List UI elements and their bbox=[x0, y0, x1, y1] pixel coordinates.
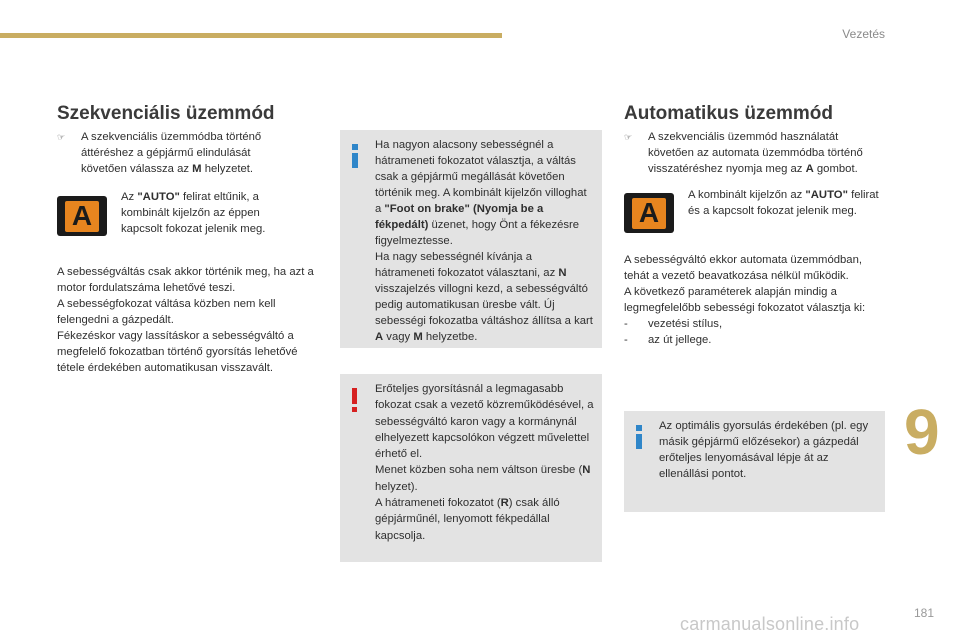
watermark: carmanualsonline.info bbox=[680, 614, 860, 634]
header-accent-bar bbox=[0, 33, 502, 38]
info-icon bbox=[351, 144, 359, 168]
arrow-icon: ☞ bbox=[57, 132, 66, 142]
chapter-number: 9 bbox=[904, 396, 940, 468]
left-title: Szekvenciális üzemmód bbox=[57, 103, 275, 124]
arrow-icon: ☞ bbox=[624, 132, 633, 142]
section-name: Vezetés bbox=[842, 27, 885, 41]
info-box-reverse-text: Ha nagyon alacsony sebességnél a hátrameneti fokozatot választja, a váltás csak a gépjármű megállását követően történik meg. A kombinált kijelzőn villoghat a "Foot on brake" (Nyomja be a fékpedált) üzenet, hogy Önt a fékezésre figyelmeztesse. Ha nagy sebességnél kívánja a hátrameneti fokozatot választani, az N visszajelzés villogni kezd, a sebességváltó pedig automatikusan üresbe vált. Új sebességi fokozatba váltáshoz állítsa a kart A vagy M helyzetbe. bbox=[375, 139, 593, 343]
right-bullet-text: A szekvenciális üzemmód használatát követően az automata üzemmódba történő visszatéréshez nyomja meg az A gombot. bbox=[648, 131, 863, 175]
left-sign-note: Az "AUTO" felirat eltűnik, a kombinált kijelzőn az éppen kapcsolt fokozat jelenik meg. bbox=[121, 191, 266, 235]
auto-sign-letter: A bbox=[632, 198, 666, 229]
left-para-3: Fékezéskor vagy lassításkor a sebességváltó a megfelelő fokozatban történő gyorsítás lehetővé tétele érdekében automatikusan visszavált. bbox=[57, 330, 298, 374]
warning-box-text: Erőteljes gyorsításnál a legmagasabb fokozat csak a vezető közreműködésével, a sebességváltó karon vagy a kormánynál elhelyezett kapcsolókon végzett művelettel érhető el. Menet közben soha nem váltson üresbe (N helyzet). A hátrameneti fokozatot (R) csak álló gépjárműnél, lenyomott fékpedállal kapcsolja. bbox=[375, 383, 594, 542]
left-bullet-text: A szekvenciális üzemmódba történő áttéréshez a gépjármű elindulását követően válassza az M helyzetet. bbox=[81, 131, 262, 175]
right-paragraphs bbox=[624, 252, 890, 348]
right-para-1: A sebességváltó ekkor automata üzemmódban, tehát a vezető beavatkozása nélkül működik. bbox=[624, 254, 863, 282]
left-paragraphs bbox=[57, 264, 315, 376]
info-box-acceleration-text: Az optimális gyorsulás érdekében (pl. egy másik gépjármű előzésekor) a gázpedál erőteljes lenyomásával lépje át az ellenállási pontot. bbox=[659, 420, 869, 480]
left-bullet bbox=[57, 129, 297, 177]
info-icon bbox=[635, 425, 643, 449]
list-item: - az út jellege. bbox=[624, 334, 712, 346]
right-bullet bbox=[624, 129, 886, 177]
page-number: 181 bbox=[914, 606, 935, 620]
info-box-acceleration bbox=[624, 411, 885, 512]
auto-sign-letter: A bbox=[65, 201, 99, 232]
left-para-2: A sebességfokozat váltása közben nem kell felengedni a gázpedált. bbox=[57, 298, 276, 326]
list-item: - vezetési stílus, bbox=[624, 318, 723, 330]
info-box-reverse bbox=[340, 130, 602, 348]
auto-sign-icon bbox=[624, 193, 674, 233]
warning-icon bbox=[351, 388, 359, 412]
left-para-1: A sebességváltás csak akkor történik meg, ha azt a motor fordulatszáma lehetővé teszi. bbox=[57, 266, 314, 294]
right-sign-note: A kombinált kijelzőn az "AUTO" felirat és a kapcsolt fokozat jelenik meg. bbox=[688, 189, 879, 217]
auto-sign-icon bbox=[57, 196, 107, 236]
right-para-2: A következő paraméterek alapján mindig a legmegfelelőbb sebességi fokozatot választja ki: bbox=[624, 286, 866, 314]
right-title: Automatikus üzemmód bbox=[624, 103, 834, 124]
warning-box bbox=[340, 374, 602, 562]
